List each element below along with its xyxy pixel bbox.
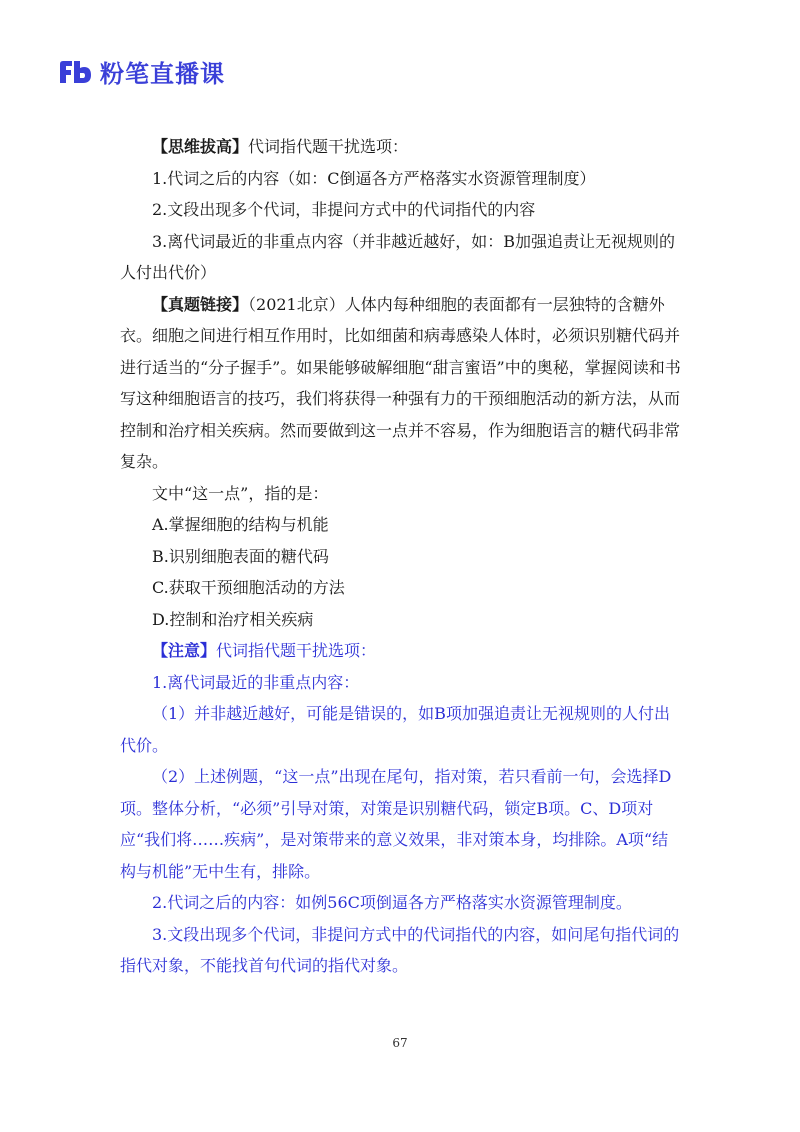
option-a: A.掌握细胞的结构与机能 [152, 515, 329, 534]
note-item-2: 2.代词之后的内容：如例56C项倒逼各方严格落实水资源管理制度。 [152, 893, 632, 912]
brand-name: 粉笔直播课 [100, 60, 225, 88]
question-stem: 文中“这一点”，指的是： [152, 483, 329, 503]
thinking-item-3: 3.离代词最近的非重点内容（并非越近越好，如：B加强追责让无视规则的人付出代价） [120, 231, 676, 282]
note-heading: 【注意】代词指代题干扰选项： [152, 641, 377, 660]
page-content [120, 131, 682, 982]
option-c: C.获取干预细胞活动的方法 [152, 578, 345, 597]
brand-logo [58, 54, 225, 89]
page-number: 67 [392, 1036, 408, 1050]
note-sub-2: （2）上述例题，“这一点”出现在尾句，指对策，若只看前一句，会选择D项。整体分析，“必须”引导对策，对策是识别糖代码，锁定B项。C、D项对应“我们将……疾病”，是对策带来的意义效果，非对策本身，均排除。A项“结构与机能”无中生有，排除。 [120, 767, 672, 881]
thinking-heading: 【思维拔高】代词指代题干扰选项： [152, 137, 409, 156]
thinking-item-2: 2.文段出现多个代词，非提问方式中的代词指代的内容 [152, 200, 536, 219]
note-sub-1: （1）并非越近越好，可能是错误的，如B项加强追责让无视规则的人付出代价。 [120, 704, 670, 755]
fb-logo-icon [58, 60, 92, 84]
note-item-3: 3.文段出现多个代词，非提问方式中的代词指代的内容，如问尾句指代词的指代对象，不能找首句代词的指代对象。 [120, 924, 680, 975]
question-passage: 【真题链接】（2021北京）人体内每种细胞的表面都有一层独特的含糖外衣。细胞之间进行相互作用时，比如细菌和病毒感染人体时，必须识别糖代码并进行适当的“分子握手”。如果能够破解细胞“甜言蜜语”中的奥秘，掌握阅读和书写这种细胞语言的技巧，我们将获得一种强有力的干预细胞活动的新方法，从而控制和治疗相关疾病。然而要做到这一点并不容易，作为细胞语言的糖代码非常复杂。 [120, 294, 681, 471]
option-d: D.控制和治疗相关疾病 [152, 609, 314, 629]
thinking-item-1: 1.代词之后的内容（如：C倒逼各方严格落实水资源管理制度） [152, 168, 596, 188]
option-b: B.识别细胞表面的糖代码 [152, 546, 329, 566]
note-item-1: 1.离代词最近的非重点内容： [152, 672, 360, 692]
